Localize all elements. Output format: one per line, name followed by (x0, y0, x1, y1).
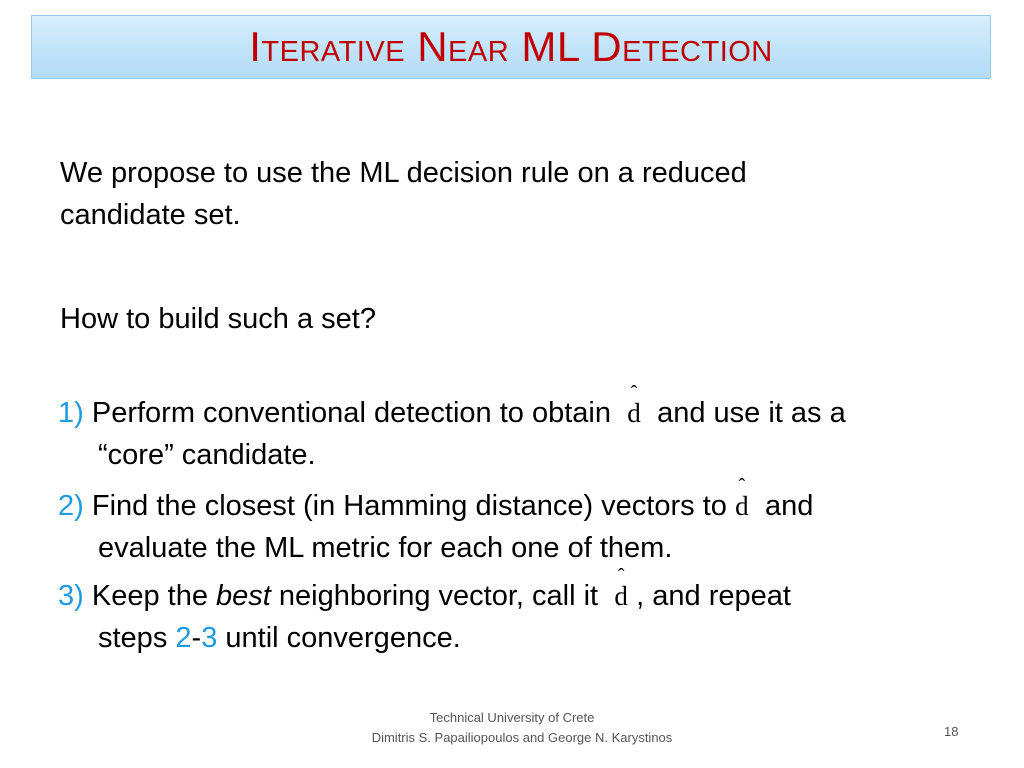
symbol-letter: d (627, 398, 641, 428)
item-text-after-2: , and repeat (636, 580, 791, 612)
intro-paragraph (60, 152, 960, 236)
hat-accent: ˆ (738, 475, 746, 497)
d-hat-symbol (619, 382, 649, 433)
d-hat-symbol (727, 475, 757, 526)
item-continuation (58, 617, 791, 659)
step-ref-2: 2 (175, 622, 192, 655)
intro-line-1: We propose to use the ML decision rule on a reduced (60, 157, 747, 189)
item-continuation: “core” candidate. (98, 439, 316, 472)
step-ref-3: 3 (201, 622, 218, 655)
item-text: Find the closest (in Hamming distance) vectors to (83, 490, 727, 522)
item-text-after: neighboring vector, call it (270, 580, 607, 612)
d-hat-symbol (606, 565, 636, 616)
item-text-after: and (756, 490, 814, 522)
slide-footer (0, 708, 1024, 747)
cont-text: steps (98, 622, 176, 655)
step-dash: - (191, 622, 202, 655)
item-text: Perform conventional detection to obtain (83, 397, 620, 429)
emphasis-best: best (216, 580, 271, 612)
item-number: 2) (58, 490, 84, 522)
hat-accent: ˆ (617, 565, 625, 587)
list-item-2 (58, 475, 814, 569)
cont-text-end: until convergence. (217, 622, 461, 655)
slide-title: Iterative Near ML Detection (249, 23, 773, 70)
item-number: 3) (58, 580, 84, 612)
symbol-letter: d (614, 581, 628, 611)
symbol-letter: d (735, 491, 749, 521)
list-item-1 (58, 382, 846, 476)
footer-institution: Technical University of Crete (429, 710, 595, 725)
list-item-3 (58, 565, 791, 659)
title-banner (31, 15, 991, 79)
hat-accent: ˆ (630, 382, 638, 404)
footer-authors: Dimitris S. Papailiopoulos and George N. Karystinos (371, 729, 673, 745)
question-paragraph: How to build such a set? (60, 303, 376, 335)
item-number: 1) (58, 397, 84, 429)
item-continuation: evaluate the ML metric for each one of them. (98, 532, 673, 565)
intro-line-2: candidate set. (60, 199, 241, 232)
page-number: 18 (944, 724, 959, 739)
item-text-after: and use it as a (649, 397, 846, 429)
item-text: Keep the (83, 580, 217, 612)
